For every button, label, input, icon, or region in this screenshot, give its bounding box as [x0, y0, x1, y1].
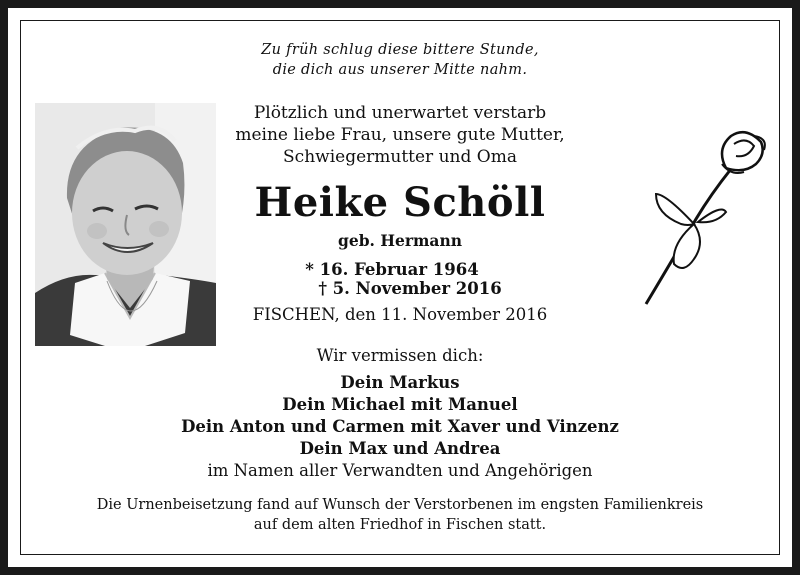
mourner-line: Dein Michael mit Manuel: [282, 395, 518, 414]
rose-icon: [636, 124, 776, 314]
life-dates: [230, 260, 590, 298]
motto-line-1: Zu früh schlug diese bittere Stunde,: [261, 42, 539, 58]
burial-notice-line-2: auf dem alten Friedhof in Fischen statt.: [253, 517, 547, 533]
motto-line-2: die dich aus unserer Mitte nahm.: [272, 62, 528, 78]
portrait-photo: [35, 103, 216, 346]
intro-line-1: Plötzlich und unerwartet verstarb: [253, 103, 547, 123]
deceased-name: Heike Schöll: [254, 179, 546, 226]
mourners-heading: Wir vermissen dich:: [316, 346, 484, 365]
burial-notice: [0, 495, 800, 535]
intro-line-3: Schwiegermutter und Oma: [283, 147, 517, 167]
portrait-illustration: [35, 103, 216, 346]
intro-line-2: meine liebe Frau, unsere gute Mutter,: [235, 125, 565, 145]
memorial-motto: [0, 40, 800, 80]
mourner-line: Dein Markus: [340, 373, 460, 392]
mourners-list: [0, 372, 800, 482]
death-date: † 5. November 2016: [318, 279, 502, 298]
mourner-line: Dein Max und Andrea: [299, 439, 501, 458]
birth-name: geb. Hermann: [338, 231, 462, 250]
place-and-date: FISCHEN, den 11. November 2016: [252, 305, 548, 324]
mourner-line: Dein Anton und Carmen mit Xaver und Vinzenz: [181, 417, 619, 436]
burial-notice-line-1: Die Urnenbeisetzung fand auf Wunsch der Verstorbenen im engsten Familienkreis: [96, 497, 704, 513]
mourners-closing: im Namen aller Verwandten und Angehörigen: [207, 461, 593, 480]
birth-date: * 16. Februar 1964: [305, 260, 479, 279]
death-announcement-intro: [230, 102, 570, 168]
